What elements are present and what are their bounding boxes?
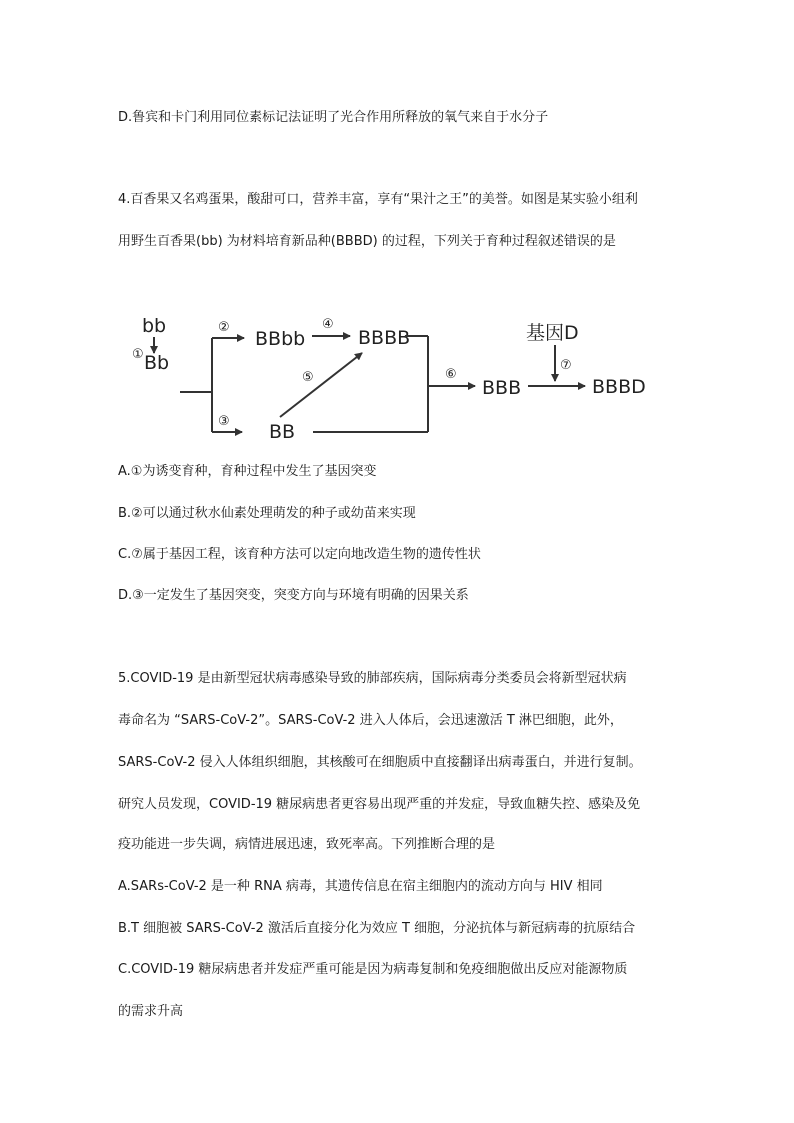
- q4-option-d: D.③一定发生了基因突变，突变方向与环境有明确的因果关系: [118, 588, 469, 603]
- node-BBBD: BBBD: [592, 376, 646, 398]
- node-BB: BB: [269, 421, 296, 443]
- q4-option-c: C.⑦属于基因工程，该育种方法可以定向地改造生物的遗传性状: [118, 547, 481, 562]
- step-7-label: ⑦: [560, 358, 572, 373]
- breeding-process-diagram: [130, 305, 670, 445]
- q3-option-d: D.鲁宾和卡门利用同位素标记法证明了光合作用所释放的氧气来自于水分子: [118, 110, 549, 125]
- node-gene-D: 基因D: [526, 322, 579, 344]
- q4-option-a: A.①为诱变育种，育种过程中发生了基因突变: [118, 464, 377, 479]
- q4-stem-line-1: 4.百香果又名鸡蛋果，酸甜可口，营养丰富，享有“果汁之王”的美誉。如图是某实验小组利: [118, 192, 638, 207]
- node-BBbb: BBbb: [255, 328, 306, 350]
- q5-stem-line-4: 研究人员发现，COVID-19 糖尿病患者更容易出现严重的并发症，导致血糖失控、感染及免: [118, 797, 641, 812]
- node-Bb: Bb: [144, 352, 170, 374]
- step-5-label: ⑤: [302, 370, 314, 385]
- step-6-label: ⑥: [445, 367, 457, 382]
- q4-stem-line-2: 用野生百香果(bb) 为材料培育新品种(BBBD) 的过程，下列关于育种过程叙述错误的是: [118, 234, 616, 249]
- arrow-step-5: [280, 353, 362, 417]
- q5-stem-line-3: SARS-CoV-2 侵入人体组织细胞，其核酸可在细胞质中直接翻译出病毒蛋白，并进行复制。: [118, 755, 642, 770]
- q5-option-c-line-2: 的需求升高: [118, 1004, 184, 1019]
- q5-option-b: B.T 细胞被 SARS-CoV-2 激活后直接分化为效应 T 细胞，分泌抗体与新冠病毒的抗原结合: [118, 921, 636, 936]
- node-BBBB: BBBB: [358, 327, 411, 349]
- step-3-label: ③: [218, 414, 230, 429]
- q5-stem-line-5: 疫功能进一步失调，病情进展迅速，致死率高。下列推断合理的是: [118, 837, 496, 852]
- step-2-label: ②: [218, 320, 230, 335]
- step-1-label: ①: [132, 347, 144, 362]
- q5-option-a: A.SARs-CoV-2 是一种 RNA 病毒，其遗传信息在宿主细胞内的流动方向与 HIV 相同: [118, 879, 603, 894]
- q5-stem-line-2: 毒命名为 “SARS-CoV-2”。SARS-CoV-2 进入人体后，会迅速激活 T 淋巴细胞，此外，: [118, 713, 623, 728]
- step-4-label: ④: [322, 317, 334, 332]
- node-bb: bb: [142, 315, 167, 337]
- node-BBB: BBB: [482, 377, 522, 399]
- q4-option-b: B.②可以通过秋水仙素处理萌发的种子或幼苗来实现: [118, 506, 416, 521]
- q5-option-c-line-1: C.COVID-19 糖尿病患者并发症严重可能是因为病毒复制和免疫细胞做出反应对能源物质: [118, 962, 628, 977]
- q5-stem-line-1: 5.COVID-19 是由新型冠状病毒感染导致的肺部疾病，国际病毒分类委员会将新型冠状病: [118, 671, 627, 686]
